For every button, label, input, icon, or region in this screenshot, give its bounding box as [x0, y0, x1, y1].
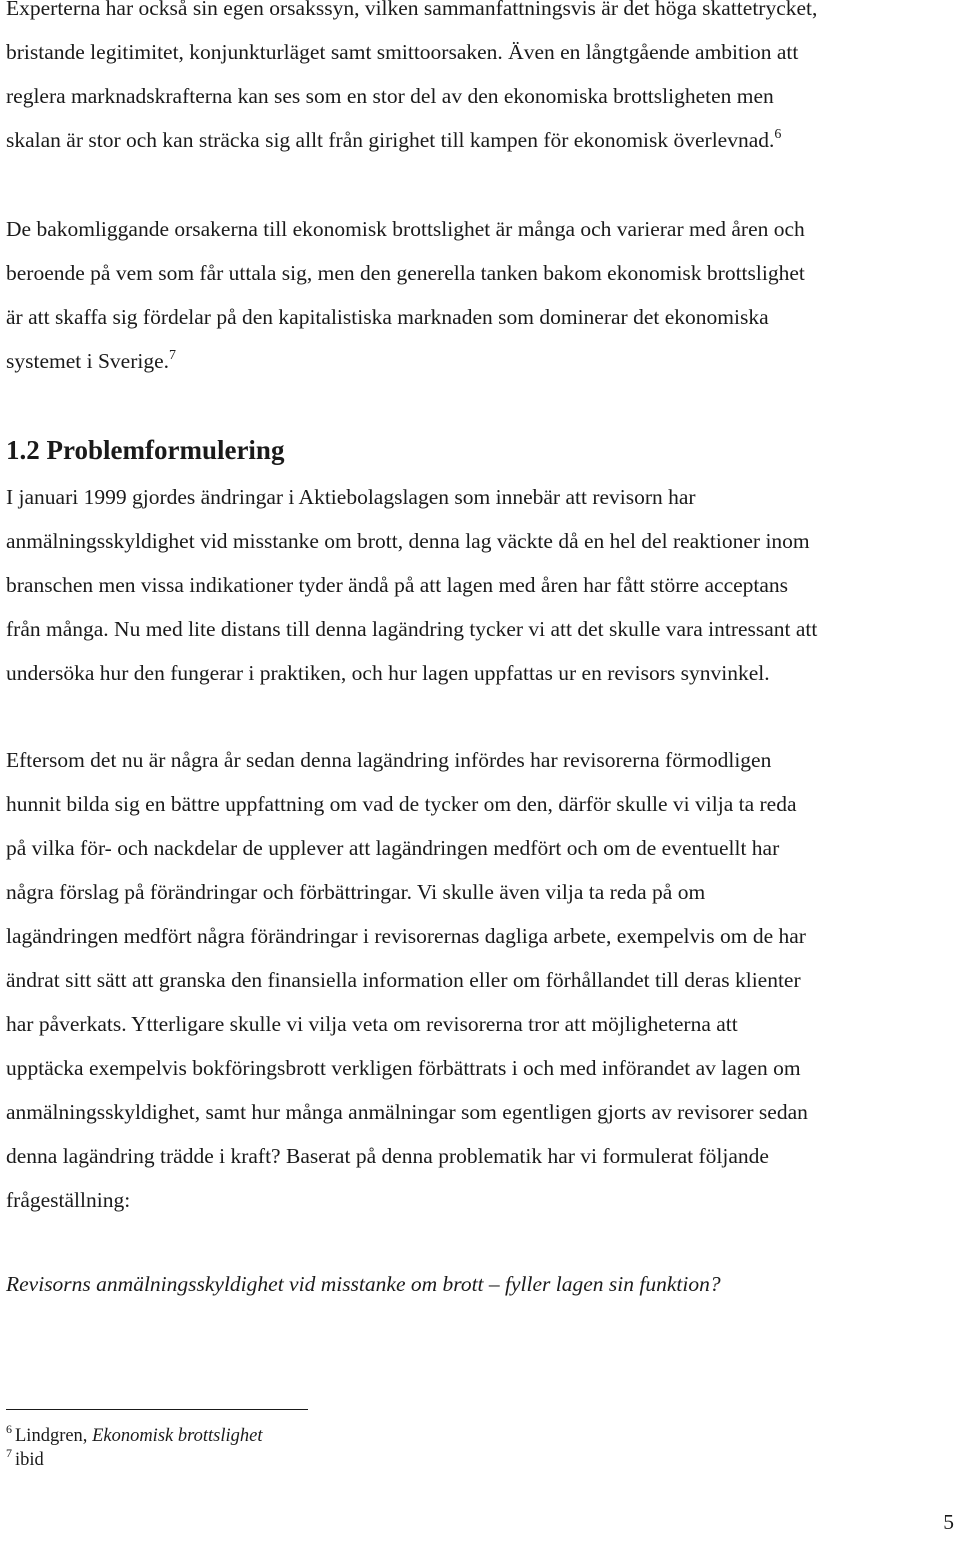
text-line: har påverkats. Ytterligare skulle vi vilja veta om revisorerna tror att möjligheterna att: [6, 1012, 738, 1036]
text-line: upptäcka exempelvis bokföringsbrott verkligen förbättrats i och med införandet av lagen om: [6, 1056, 801, 1080]
research-question: Revisorns anmälningsskyldighet vid misstanke om brott – fyller lagen sin funktion?: [6, 1272, 721, 1296]
text-line: från många. Nu med lite distans till denna lagändring tycker vi att det skulle vara intressant att: [6, 617, 818, 641]
footnote-6: [6, 1424, 262, 1448]
text-line: anmälningsskyldighet, samt hur många anmälningar som egentligen gjorts av revisorer sedan: [6, 1100, 808, 1124]
paragraph-underlying-causes: [6, 207, 956, 383]
footnote-number: 7: [6, 1446, 12, 1460]
footnote-ref-6: 6: [774, 127, 782, 142]
text-line: [6, 118, 956, 162]
text-line: är att skaffa sig fördelar på den kapitalistiska marknaden som dominerar det ekonomiska: [6, 305, 769, 329]
text-line-content: systemet i Sverige.: [6, 349, 170, 373]
text-line: på vilka för- och nackdelar de upplever att lagändringen medfört och om de eventuellt har: [6, 836, 780, 860]
text-line-content: skalan är stor och kan sträcka sig allt från girighet till kampen för ekonomisk överlevnad.: [6, 128, 775, 152]
text-line: [6, 339, 956, 383]
page-number: 5: [943, 1510, 954, 1534]
text-line: lagändringen medfört några förändringar i revisorernas dagliga arbete, exempelvis om de har: [6, 924, 806, 948]
text-line: anmälningsskyldighet vid misstanke om brott, denna lag väckte då en hel del reaktioner inom: [6, 529, 810, 553]
text-line: branschen men vissa indikationer tyder ändå på att lagen med åren har fått större acceptans: [6, 573, 789, 597]
paragraph-causes: [6, 0, 956, 162]
paragraph-law-change: [6, 475, 956, 695]
text-line: bristande legitimitet, konjunkturläget samt smittoorsaken. Även en långtgående ambition att: [6, 40, 799, 64]
footnote-text: ibid: [15, 1450, 44, 1470]
text-line: några förslag på förändringar och förbättringar. Vi skulle även vilja ta reda på om: [6, 880, 706, 904]
text-line: ändrat sitt sätt att granska den finansiella information eller om förhållandet till deras klienter: [6, 968, 801, 992]
footnote-author: Lindgren,: [15, 1426, 93, 1446]
text-line: Experterna har också sin egen orsakssyn, vilken sammanfattningsvis är det höga skattetrycket,: [6, 0, 818, 20]
text-line: denna lagändring trädde i kraft? Baserat på denna problematik har vi formulerat följande: [6, 1144, 769, 1168]
footnote-divider: [6, 1409, 308, 1410]
text-line: Eftersom det nu är några år sedan denna lagändring infördes har revisorerna förmodligen: [6, 748, 772, 772]
text-line: frågeställning:: [6, 1188, 131, 1212]
footnote-7: [6, 1448, 44, 1472]
text-line: reglera marknadskrafterna kan ses som en stor del av den ekonomiska brottsligheten men: [6, 84, 774, 108]
footnote-title: Ekonomisk brottslighet: [92, 1426, 263, 1446]
footnote-number: 6: [6, 1422, 12, 1436]
text-line: beroende på vem som får uttala sig, men den generella tanken bakom ekonomisk brottslighet: [6, 261, 805, 285]
text-line: De bakomliggande orsakerna till ekonomisk brottslighet är många och varierar med åren och: [6, 217, 805, 241]
text-line: hunnit bilda sig en bättre uppfattning om vad de tycker om den, därför skulle vi vilja ta reda: [6, 792, 797, 816]
paragraph-purpose: [6, 738, 956, 1222]
footnote-ref-7: 7: [169, 348, 177, 363]
text-line: I januari 1999 gjordes ändringar i Aktiebolagslagen som innebär att revisorn har: [6, 485, 696, 509]
text-line: undersöka hur den fungerar i praktiken, och hur lagen uppfattas ur en revisors synvinkel.: [6, 661, 770, 685]
section-heading: 1.2 Problemformulering: [6, 435, 285, 465]
